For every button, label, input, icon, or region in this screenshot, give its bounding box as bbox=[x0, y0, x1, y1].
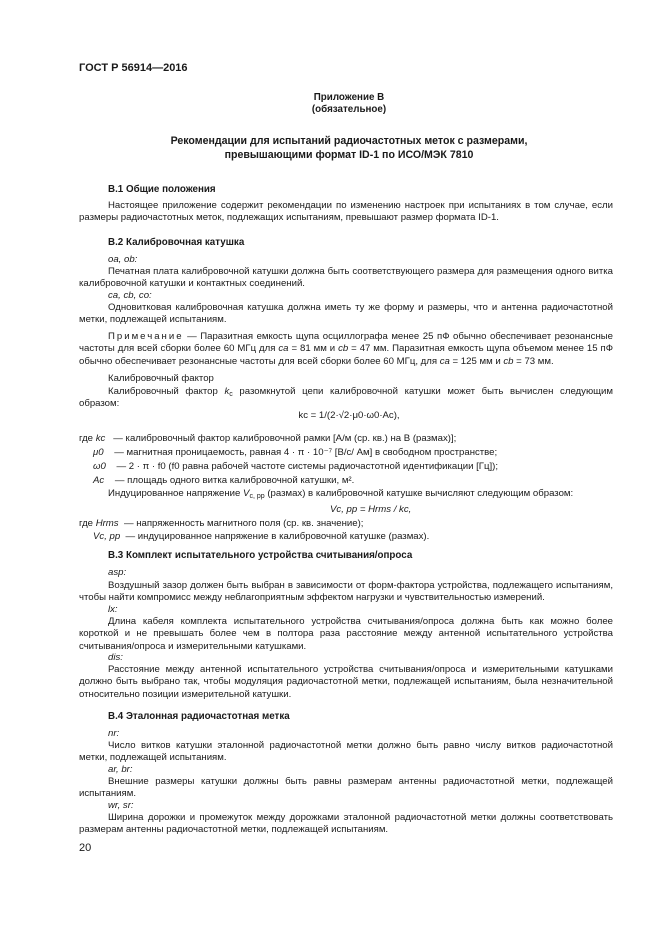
param-label-ar-br: ar, br: bbox=[108, 764, 133, 775]
appendix-title: Приложение В bbox=[313, 92, 385, 103]
definition-vcpp: Vc, pp — индуцированное напряжение в калибровочной катушке (размах). bbox=[93, 531, 430, 542]
paragraph-turn-count: Число витков катушки эталонной радиочастотной метки должно быть равно числу витков радиочастотной метки, подлежащей испытаниям. bbox=[79, 740, 613, 764]
formula-induced-voltage: Vc, pp = Hrms / kc, bbox=[330, 504, 412, 515]
paragraph-distance: Расстояние между антенной испытательного устройства считывания/опроса и измерительными катушками должно быть выбрано так, чтобы модуляция радиочастотной метки, подлежащей испытаниям, была незначительной относительно позиции измерительной катушки. bbox=[79, 664, 613, 700]
param-label-lx: lx: bbox=[108, 604, 118, 615]
param-label-nr: nr: bbox=[108, 728, 120, 739]
paragraph-pcb-size: Печатная плата калибровочной катушки должна быть соответствующего размера для размещения одного витка калибровочной катушки и контактных соединений. bbox=[79, 266, 613, 290]
section-heading-b2: В.2 Калибровочная катушка bbox=[108, 237, 245, 248]
formula-calibration-factor bbox=[79, 410, 619, 422]
param-label-asp: asp: bbox=[108, 567, 127, 578]
section-heading-b3: В.3 Комплект испытательного устройства считывания/опроса bbox=[108, 550, 413, 561]
note-paragraph: Примечание — Паразитная емкость щупа осциллографа менее 25 пФ обычно обеспечивает резонансные частоты для всей сборки более 60 МГц для ca = 81 мм и cb = 47 мм. Паразитная емкость щупа объемом менее 15 пФ обычно обеспечивает резонансные частоты для всей сборки более 60 МГц, для ca = 125 мм и cb = 73 мм. bbox=[79, 331, 614, 367]
definition-hrms: где Hrms — напряженность магнитного поля (ср. кв. значение); bbox=[79, 518, 364, 529]
paragraph-air-gap: Воздушный зазор должен быть выбран в зависимости от форм-фактора устройства, подлежащего испытаниям, чтобы найти компромисс между неблагоприятным эффектом нагрузки и чувствительностью измерений. bbox=[79, 580, 613, 604]
definition-kc: где kc — калибровочный фактор калибровочной рамки [А/м (ср. кв.) на В (размах)]; bbox=[79, 433, 457, 444]
appendix-status: (обязательное) bbox=[311, 104, 387, 115]
section-heading-b4: В.4 Эталонная радиочастотная метка bbox=[108, 711, 290, 722]
param-label-dis: dis: bbox=[108, 652, 123, 663]
induced-voltage-text: Индуцированное напряжение $V_{c, pp}$ (размах) в калибровочной катушке вычисляют следующим образом: bbox=[108, 488, 574, 500]
note-label: Примечание bbox=[108, 331, 184, 342]
param-label-ca-cb-co: ca, cb, co: bbox=[108, 290, 152, 301]
paragraph-track-width: Ширина дорожки и промежуток между дорожками эталонной радиочастотной метки должны соответствовать размерам антенны радиочастотной метки, подлежащей испытаниям. bbox=[79, 812, 613, 836]
param-label-wr-sr: wr, sr: bbox=[108, 800, 134, 811]
calibration-factor-title: Калибровочный фактор bbox=[108, 373, 214, 384]
formula-text: kc = 1/(2·√2·μ0·ω0·Ac), bbox=[298, 410, 400, 421]
paragraph-single-turn-coil: Одновитковая калибровочная катушка должна иметь ту же форму и размеры, что и антенна радиочастотной метки, подлежащей испытаниям. bbox=[79, 302, 613, 326]
section-b1-paragraph: Настоящее приложение содержит рекомендации по изменению настроек при испытаниях в том случае, если размеры радиочастотных меток, подлежащих испытаниям, превышают размер формата ID-1. bbox=[79, 200, 613, 224]
definition-mu0: μ0 — магнитная проницаемость, равная 4 · π · 10⁻⁷ [В/с/ Ам] в свободном пространстве; bbox=[93, 447, 498, 458]
standard-header: ГОСТ Р 56914—2016 bbox=[79, 62, 188, 74]
document-title-line2: превышающими формат ID-1 по ИСО/МЭК 7810 bbox=[224, 149, 474, 161]
document-title-line1: Рекомендации для испытаний радиочастотных меток с размерами, bbox=[170, 135, 528, 147]
paragraph-cable-length: Длина кабеля комплекта испытательного устройства считывания/опроса должна быть как можно более короткой и не превышать более чем в полтора раза расстояние между антенной испытательного устройства считывания/опроса и измерительными катушками. bbox=[79, 616, 613, 652]
calibration-factor-text: Калибровочный фактор $k_c$ разомкнутой цепи калибровочной катушки может быть вычислен следующим образом: bbox=[79, 386, 614, 410]
definition-ac: Ac — площадь одного витка калибровочной катушки, м². bbox=[93, 475, 355, 486]
section-heading-b1: В.1 Общие положения bbox=[108, 184, 216, 195]
page-number: 20 bbox=[79, 842, 92, 854]
definition-omega0: ω0 — 2 · π · f0 (f0 равна рабочей частоте системы радиочастотной идентификации [Гц]); bbox=[93, 461, 498, 472]
paragraph-outer-dimensions: Внешние размеры катушки должны быть равны размерам антенны радиочастотной метки, подлежащей испытаниям. bbox=[79, 776, 613, 800]
param-label-oa-ob: oa, ob: bbox=[108, 254, 138, 265]
